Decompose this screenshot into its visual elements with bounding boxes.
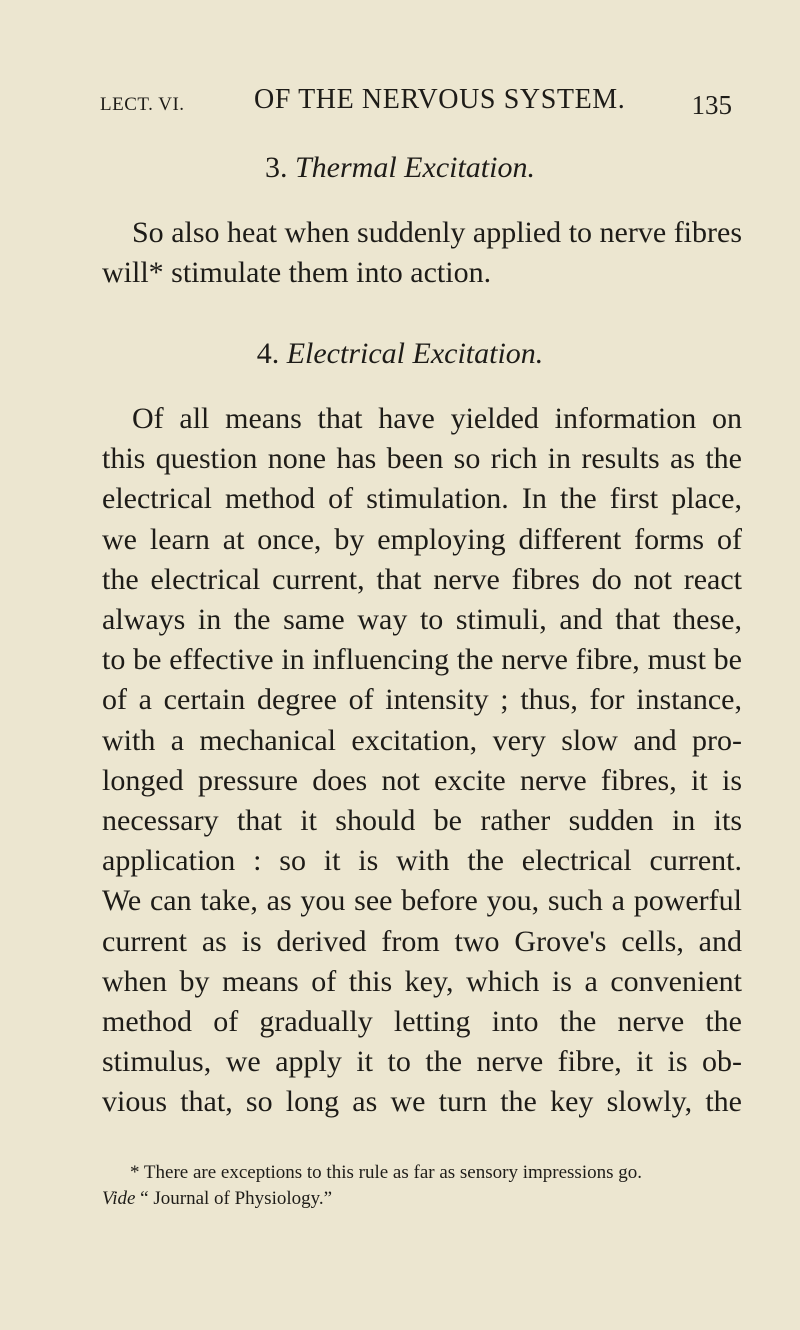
footnote-line: * There are exceptions to this rule as far as sensory impressions go.	[130, 1162, 642, 1183]
section-title: Thermal Excitation.	[295, 151, 535, 184]
text-line: when by means of this key, which is a convenient	[102, 964, 742, 998]
text-line: this question none has been so rich in results as the	[102, 442, 742, 476]
text-line: application : so it is with the electrical current.	[102, 844, 742, 878]
text-line: method of gradually letting into the nerve the	[102, 1005, 742, 1039]
text-line: vious that, so long as we turn the key slowly, the	[102, 1085, 742, 1119]
footnote-vide: Vide	[102, 1188, 136, 1209]
running-title: OF THE NERVOUS SYSTEM.	[254, 84, 626, 115]
text-line: with a mechanical excitation, very slow and pro-	[102, 723, 742, 757]
text-line: stimulus, we apply it to the nerve fibre, it is ob-	[102, 1045, 742, 1079]
section-number: 3.	[265, 151, 288, 184]
text-line: always in the same way to stimuli, and that these,	[102, 603, 742, 637]
section-heading-thermal	[0, 151, 800, 185]
text-line: longed pressure does not excite nerve fibres, it is	[102, 763, 742, 797]
lecture-label: LECT. VI.	[100, 94, 185, 115]
section-heading-electrical	[0, 337, 800, 371]
text-line: of a certain degree of intensity ; thus, for instance,	[102, 683, 742, 717]
text-line: Of all means that have yielded information on	[132, 402, 742, 435]
page-number: 135	[691, 90, 732, 120]
text-line: necessary that it should be rather sudden in its	[102, 804, 742, 838]
text-line: We can take, as you see before you, such a powerful	[102, 884, 742, 918]
footnote-citation: “ Journal of Physiology.”	[135, 1188, 333, 1209]
section-number: 4.	[256, 337, 280, 370]
paragraph-electrical	[102, 399, 742, 1123]
running-head	[100, 84, 732, 124]
footnote-line	[102, 1186, 742, 1212]
section-title: Electrical Excitation.	[286, 337, 544, 370]
text-line: So also heat when suddenly applied to nerve fibres	[132, 216, 742, 249]
text-line: to be effective in influencing the nerve fibre, must be	[102, 643, 742, 677]
text-line: will* stimulate them into action.	[102, 256, 492, 290]
text-line: the electrical current, that nerve fibres do not react	[102, 562, 742, 596]
text-line: electrical method of stimulation. In the first place,	[102, 482, 742, 516]
paragraph-thermal	[102, 213, 742, 293]
footnote	[102, 1160, 742, 1212]
text-line: we learn at once, by employing different forms of	[102, 522, 742, 556]
text-line: current as is derived from two Grove's cells, and	[102, 924, 742, 958]
